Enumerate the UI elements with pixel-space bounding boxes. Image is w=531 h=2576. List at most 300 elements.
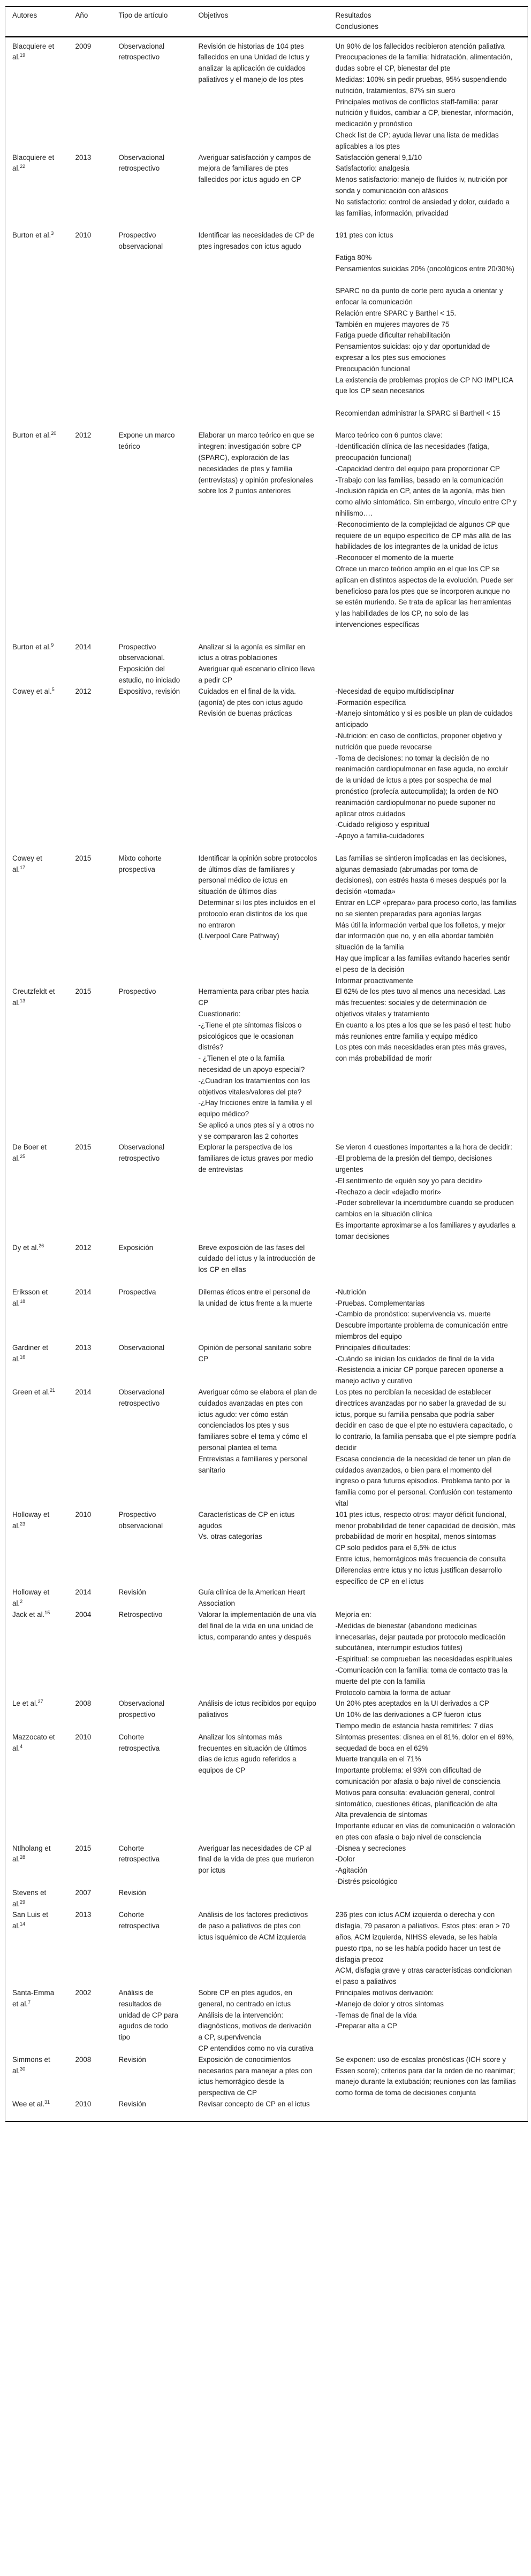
reference-number: 27 [37, 1699, 43, 1705]
objectives-cell [192, 1142, 329, 1242]
article-type-line: Prospectivo observacional [118, 231, 163, 250]
results-line: Recomiendan administrar la SPARC si Barthell < 15 [335, 409, 500, 417]
results-line: Un 20% ptes aceptados en la UI derivados a CP [335, 1699, 489, 1708]
studies-table [5, 6, 528, 2122]
results-line: Importante educar en vías de comunicación o valoración en ptes con afasia o bajo nivel de consciencia [335, 1822, 515, 1841]
results-line: -Apoyo a familia-cuidadores [335, 832, 424, 840]
year-cell [69, 1910, 112, 1988]
results-cell [329, 1243, 528, 1287]
year-cell [69, 36, 112, 152]
author-cell [6, 1843, 69, 1888]
reference-number: 31 [44, 2099, 50, 2105]
results-cell [329, 1988, 528, 2054]
objectives-line: Características de CP en ictus agudos [198, 1510, 295, 1530]
article-type-line: Expositivo, revisión [118, 687, 180, 695]
results-line: -Resistencia a iniciar CP porque parecen oponerse a manejo activo y curativo [335, 1366, 504, 1385]
year: 2007 [75, 1888, 92, 1897]
objectives [199, 2099, 329, 2110]
reference-number: 30 [20, 2066, 26, 2072]
reference-number: 28 [20, 1854, 26, 1860]
objectives-line: Vs. otras categorías [198, 1532, 262, 1541]
table-header [6, 6, 528, 36]
objectives-cell [192, 1287, 329, 1343]
objectives-line: Se aplicó a unos ptes sí y a otros no y se compararon las 2 cohortes [198, 1121, 314, 1140]
objectives-cell [192, 1698, 329, 1731]
results [336, 853, 528, 987]
results-cell [329, 1343, 528, 1387]
results-line: ACM, disfagia grave y otras características condicionan el paso a paliativos [335, 1966, 512, 1986]
author [12, 1387, 69, 1398]
results-line: Satisfacción general 9,1/10 [335, 153, 422, 162]
blank-line [336, 419, 517, 431]
results-line: -El sentimiento de «quién soy yo para decidir» [335, 1176, 483, 1185]
article-type-cell [112, 642, 192, 686]
results [336, 41, 528, 152]
results-line: -Reconocer el momento de la muerte [335, 554, 454, 562]
article-type-line: Mixto cohorte prospectiva [118, 854, 162, 873]
article-type-cell [112, 1609, 192, 1698]
author-cell [6, 2054, 69, 2099]
results-line: Es importante aproximarse a los familiares y ayudarles a tomar decisiones [335, 1221, 515, 1240]
objectives-line: Dilemas éticos entre el personal de la unidad de ictus frente a la muerte [198, 1287, 313, 1307]
results-line: -Distrés psicológico [335, 1877, 398, 1886]
author-name: Simmons et al. [12, 2055, 50, 2075]
year: 2015 [75, 1143, 92, 1152]
article-type-line: Prospectiva [118, 1287, 156, 1296]
author [12, 1509, 69, 1532]
objectives [199, 986, 329, 1142]
article-type-line: Observacional [118, 1343, 165, 1352]
objectives-cell [192, 1910, 329, 1988]
results-line: -Temas de final de la vida [335, 2011, 417, 2019]
results-cell [329, 1509, 528, 1588]
article-type [119, 1843, 192, 1866]
objectives [199, 1609, 329, 1643]
author-cell [6, 1988, 69, 2054]
table-row [6, 36, 528, 152]
results-cell [329, 2054, 528, 2099]
objectives-cell [192, 230, 329, 430]
year: 2013 [75, 1911, 92, 1919]
results-cell [329, 1387, 528, 1509]
reference-number: 5 [51, 686, 55, 692]
objectives-cell [192, 642, 329, 686]
results-cell [329, 642, 528, 686]
results-line: Principales dificultades: [335, 1343, 411, 1352]
table-row [6, 1609, 528, 1698]
results-line: -Manejo de dolor y otros síntomas [335, 1999, 444, 2008]
article-type-cell [112, 1843, 192, 1888]
article-type [119, 152, 192, 175]
table-row [6, 642, 528, 686]
objectives-line: Herramienta para cribar ptes hacia CP [198, 987, 309, 1007]
reference-number: 14 [20, 1921, 26, 1927]
year: 2008 [75, 2055, 92, 2064]
article-type-line: Revisión [118, 1588, 146, 1597]
table-row [6, 1888, 528, 1910]
results-line: Tiempo medio de estancia hasta remitirles: 7 días [335, 1721, 494, 1730]
author-name: Stevens et al. [12, 1888, 47, 1908]
objectives-line: Analizar los síntomas más frecuentes en situación de últimos días de ictus agudo referidos a equipos de CP [198, 1732, 307, 1775]
year: 2015 [75, 854, 92, 862]
table-row [6, 686, 528, 853]
table-row [6, 152, 528, 231]
article-type-cell [112, 36, 192, 152]
results-line: Entre ictus, hemorrágicos más frecuencia de consulta [335, 1554, 506, 1563]
article-type-line: Observacional retrospectivo [118, 1388, 165, 1407]
author-name: Cowey et al. [12, 854, 42, 873]
objectives [199, 1732, 329, 1776]
objectives [199, 1343, 329, 1365]
reference-number: 29 [20, 1899, 26, 1905]
year-cell [69, 1888, 112, 1910]
author-cell [6, 1609, 69, 1698]
author-name: De Boer et al. [12, 1143, 47, 1163]
results-line: -Manejo sintomático y si es posible un plan de cuidados anticipado [335, 709, 513, 729]
results [336, 230, 528, 430]
results-cell [329, 1910, 528, 1988]
results-line: Relación entre SPARC y Barthel < 15. [335, 309, 457, 317]
year-cell [69, 1988, 112, 2054]
article-type [119, 642, 192, 686]
results-line: -Reconocimiento de la complejidad de algunos CP que requiere de un equipo específico de CP más allá de las habilidades de los integrantes de la unidad de ictus [335, 520, 511, 551]
table-row [6, 1988, 528, 2054]
objectives-line: Revisar concepto de CP en el ictus [198, 2100, 310, 2109]
author [12, 1843, 69, 1866]
year: 2014 [75, 1287, 92, 1296]
results-line: Preocupación funcional [335, 364, 410, 373]
year-cell [69, 1587, 112, 1609]
year-cell [69, 1609, 112, 1698]
article-type-line: Observacional retrospectivo [118, 153, 165, 173]
article-type-cell [112, 1910, 192, 1988]
table-row [6, 1287, 528, 1343]
results-line: 236 ptes con ictus ACM izquierda o derecha y con disfagia, 79 pasaron a paliativos. Estos ptes: eran > 70 años, ACM izquierda, NIHSS elevada, se les había puesto rtpa, no se les había podido hacer un test de disfagia precoz [335, 1911, 510, 1964]
results-line: -Trabajo con las familias, basado en la comunicación [335, 476, 504, 484]
results-cell [329, 1587, 528, 1609]
author-cell [6, 686, 69, 853]
results-cell [329, 853, 528, 987]
article-type-line: Revisión [118, 1888, 146, 1897]
table-row [6, 2054, 528, 2099]
author-cell [6, 1587, 69, 1609]
results-cell [329, 36, 528, 152]
article-type-cell [112, 1988, 192, 2054]
objectives-line: Identificar las necesidades de CP de ptes ingresados con ictus agudo [198, 231, 315, 250]
objectives-cell [192, 430, 329, 641]
table-row [6, 430, 528, 641]
results-line: -Rechazo a decir «dejadlo morir» [335, 1187, 441, 1196]
objectives-line: Revisión de historias de 104 ptes fallecidos en una Unidad de Ictus y analizar la aplicación de cuidados paliativos y el manejo de los ptes [198, 42, 310, 83]
article-type-cell [112, 1698, 192, 1731]
article-type-line: Observacional prospectivo [118, 1699, 165, 1719]
results-cell [329, 152, 528, 231]
results-line: Check list de CP: ayuda llevar una lista de medidas aplicables a los ptes [335, 131, 499, 150]
article-type-cell [112, 986, 192, 1142]
results-line: -Cuándo se inician los cuidados de final de la vida [335, 1354, 495, 1363]
article-type [119, 1243, 192, 1254]
year: 2010 [75, 231, 92, 240]
results-line: Menos satisfactorio: manejo de fluidos iv, nutrición por sonda y comunicación con afásicos [335, 175, 507, 195]
results [336, 1343, 528, 1387]
objectives [199, 642, 329, 686]
results-line: 191 ptes con ictus [335, 231, 393, 240]
results [336, 986, 528, 1064]
objectives-line: Cuidados en el final de la vida. (agonía) de ptes con ictus agudo [198, 687, 303, 707]
objectives-line: Analizar si la agonía es similar en ictus a otras poblaciones [198, 642, 305, 662]
results-line: El 62% de los ptes tuvo al menos una necesidad. Las más frecuentes: sociales y de determinación de objetivos vitales y tratamiento [335, 987, 506, 1018]
results-line: -Dolor [335, 1855, 355, 1864]
studies-table-container [5, 0, 527, 2128]
objectives-cell [192, 1509, 329, 1588]
year: 2015 [75, 987, 92, 996]
reference-number: 23 [20, 1521, 26, 1527]
year: 2013 [75, 1343, 92, 1352]
results-line: Más útil la información verbal que los folletos, y mejor dar información que no, y en ella abordar también situación de la familia [335, 921, 506, 952]
results-line: Preocupaciones de la familia: hidratación, alimentación, dudas sobre el CP, bienestar del pte [335, 53, 512, 73]
objectives [199, 1142, 329, 1175]
author [12, 1732, 69, 1754]
results-line: Pensamientos suicidas 20% (oncológicos entre 20/30%) [335, 264, 514, 273]
author-cell [6, 1387, 69, 1509]
article-type [119, 1888, 192, 1899]
results-cell [329, 686, 528, 853]
results-line: Escasa conciencia de la necesidad de tener un plan de cuidados avanzados, o bien para el momento del ingreso o para futuros episodios. Problema tanto por la familia como por el personal. Confusión con testamento vital [335, 1454, 512, 1507]
results-line: Los ptes no percibían la necesidad de establecer directrices avanzadas por no saber la gravedad de su ictus, porque su familia pensaba que podría saber decidir en caso de que el pte no estuviera capacitado, o lo contrario, la familia pensaba que el pte siempre podría decidir [335, 1388, 516, 1452]
results [336, 1142, 528, 1242]
article-type [119, 1988, 192, 2043]
author-name: Gardiner et al. [12, 1343, 48, 1363]
results-line: Hay que implicar a las familias evitando hacerles sentir el peso de la decisión [335, 954, 510, 973]
author-name: Green et al. [12, 1388, 50, 1397]
table-row [6, 1387, 528, 1509]
author-cell [6, 36, 69, 152]
year-cell [69, 1843, 112, 1888]
author-cell [6, 1698, 69, 1731]
results-line: -Espiritual: se comprueban las necesidades espirituales [335, 1655, 512, 1663]
blank-line [336, 842, 517, 853]
results-cell [329, 1287, 528, 1343]
author-name: Cowey et al. [12, 687, 52, 695]
article-type-line: Cohorte retrospectiva [118, 1732, 160, 1752]
year: 2014 [75, 1588, 92, 1597]
results-line: Descubre importante problema de comunicación entre miembros del equipo [335, 1321, 508, 1341]
article-type-cell [112, 1243, 192, 1287]
article-type-cell [112, 1732, 192, 1843]
header-year: Año [75, 11, 88, 19]
article-type-cell [112, 1587, 192, 1609]
author-cell [6, 2099, 69, 2121]
results-line: Principales motivos de conflictos staff-familia: parar nutrición y fluidos, cambiar a CP, bienestar, información, medicación y pronóstico [335, 97, 513, 128]
table-row [6, 986, 528, 1142]
table-body [6, 36, 528, 2121]
author-name: Holloway et al. [12, 1510, 50, 1530]
year-cell [69, 1732, 112, 1843]
article-type [119, 1609, 192, 1621]
objectives-line: Análisis de la intervención: diagnósticos, motivos de derivación a CP, supervivencia [198, 2011, 312, 2042]
article-type-line: Retrospectivo [118, 1610, 163, 1619]
article-type-cell [112, 1509, 192, 1588]
results-line: Principales motivos derivación: [335, 1989, 434, 1997]
results-line: -Disnea y secreciones [335, 1844, 406, 1852]
article-type [119, 1732, 192, 1754]
author-name: Wee et al. [12, 2100, 45, 2109]
results-line: -Inclusión rápida en CP, antes de la agonía, más bien como alivio sintomático. Sin embargo, vínculo entre CP y nihilismo…. [335, 487, 517, 518]
author-cell [6, 1243, 69, 1287]
objectives [199, 686, 329, 719]
results-line: -Agitación [335, 1866, 368, 1875]
author-name: Burton et al. [12, 231, 51, 240]
author-name: Burton et al. [12, 642, 51, 651]
table-row [6, 1243, 528, 1287]
results-line: Importante problema: el 93% con dificultad de comunicación por afasia o bajo nivel de consciencia [335, 1766, 500, 1785]
reference-number: 17 [20, 864, 26, 870]
year: 2010 [75, 1510, 92, 1519]
results [336, 1988, 528, 2032]
results-line: También en mujeres mayores de 75 [335, 320, 450, 328]
objectives [199, 1243, 329, 1287]
header-conclusions: Conclusiones [335, 22, 378, 30]
article-type [119, 230, 192, 252]
objectives-line: Averiguar cómo se elabora el plan de cuidados avanzadas en ptes con ictus agudo: ver cómo están concienciados los ptes y sus familiares sobre el tema y cómo el personal plantea el tema [198, 1388, 317, 1452]
results-line: -Necesidad de equipo multidisciplinar [335, 687, 454, 695]
reference-number: 3 [51, 231, 54, 236]
objectives-cell [192, 1243, 329, 1287]
year-cell [69, 853, 112, 987]
article-type-line: Revisión [118, 2100, 146, 2109]
results-cell [329, 430, 528, 641]
results-line: Informar proactivamente [335, 976, 413, 985]
results-line: -Toma de decisiones: no tomar la decisión de no reanimación cardiopulmonar en fase aguda, no excluir de la unidad de ictus a ptes por sospecha de mal pronóstico (profecía autocumplida); la orden de NO reanimación cardiopulmonar no puede suponer no aplicar otros cuidados [335, 754, 508, 818]
results [336, 1698, 528, 1731]
year: 2013 [75, 153, 92, 162]
objectives-cell [192, 2099, 329, 2121]
author-cell [6, 1732, 69, 1843]
results-cell [329, 1888, 528, 1910]
results [336, 1910, 528, 1988]
author-name: Santa-Emma et al. [12, 1989, 55, 2008]
author-cell [6, 430, 69, 641]
author-cell [6, 1910, 69, 1988]
results [336, 1732, 528, 1843]
year-cell [69, 1698, 112, 1731]
objectives-line: (Liverpool Care Pathway) [198, 932, 279, 940]
reference-number: 25 [20, 1154, 26, 1160]
objectives-cell [192, 686, 329, 853]
results [336, 1843, 528, 1888]
results-line: Satisfactorio: analgesia [335, 164, 409, 173]
author [12, 1587, 69, 1609]
objectives-cell [192, 1343, 329, 1387]
objectives-line: Explorar la perspectiva de los familiares de ictus graves por medio de entrevistas [198, 1143, 313, 1174]
author [12, 1698, 69, 1709]
results-line: Marco teórico con 6 puntos clave: [335, 431, 443, 440]
results-line: Protocolo cambia la forma de actuar [335, 1688, 451, 1697]
results-line: Alta prevalencia de síntomas [335, 1811, 428, 1819]
blank-line [336, 397, 517, 408]
results-line: Entrar en LCP «prepara» para proceso corto, las familias no se sienten preparadas para agonías largas [335, 898, 517, 918]
results-line: -Medidas de bienestar (abandono medicinas innecesarias, dejar pautada por protocolo medicación subcutánea, interrumpir estudios fútiles) [335, 1621, 506, 1652]
objectives-line: Cuestionario: [198, 1009, 241, 1018]
table-row [6, 1343, 528, 1387]
author [12, 1609, 69, 1621]
objectives-line: Averiguar satisfacción y campos de mejora de familiares de ptes fallecidos por ictus agudo en CP [198, 153, 311, 184]
header-article-type: Tipo de artículo [118, 11, 168, 19]
objectives-cell [192, 36, 329, 152]
article-type [119, 686, 192, 697]
article-type-line: Expone un marco teórico [118, 431, 175, 451]
results [336, 152, 528, 231]
year-cell [69, 1243, 112, 1287]
author-cell [6, 1888, 69, 1910]
objectives [199, 1988, 329, 2054]
objectives-cell [192, 1609, 329, 1698]
author-name: Jack et al. [12, 1610, 45, 1619]
article-type [119, 1343, 192, 1354]
table-row [6, 1910, 528, 1988]
author-name: Blacquiere et al. [12, 153, 55, 173]
reference-number: 19 [20, 52, 26, 58]
author [12, 1988, 69, 2010]
objectives-cell [192, 1988, 329, 2054]
article-type-line: Prospectivo [118, 987, 156, 996]
author [12, 1343, 69, 1365]
reference-number: 21 [49, 1387, 55, 1393]
article-type-line: Observacional retrospectivo [118, 1143, 165, 1163]
objectives [199, 1698, 329, 1721]
article-type-cell [112, 853, 192, 987]
results-cell [329, 1142, 528, 1242]
objectives-line: Averiguar qué escenario clínico lleva a pedir CP [198, 665, 315, 685]
objectives-line: Determinar si los ptes incluidos en el protocolo eran distintos de los que no entraron [198, 898, 315, 929]
article-type-line: Exposición [118, 1243, 154, 1252]
objectives-line: Entrevistas a familiares y personal sanitario [198, 1454, 308, 1474]
author [12, 642, 69, 653]
results-line: 101 ptes ictus, respecto otros: mayor déficit funcional, menor probabilidad de tener capacidad de decisión, más probabilidad de morir en hospital, menos síntomas [335, 1510, 515, 1541]
results-cell [329, 1732, 528, 1843]
results-cell [329, 1698, 528, 1731]
objectives [199, 1910, 329, 1943]
article-type-cell [112, 1343, 192, 1387]
objectives [199, 1843, 329, 1876]
article-type-cell [112, 1387, 192, 1509]
article-type-cell [112, 230, 192, 430]
results [336, 1387, 528, 1509]
objectives-cell [192, 1732, 329, 1843]
reference-number: 15 [44, 1609, 50, 1615]
results-line: -Capacidad dentro del equipo para proporcionar CP [335, 464, 500, 473]
table-row [6, 1142, 528, 1242]
article-type [119, 853, 192, 876]
header-authors: Autores [12, 11, 37, 19]
article-type-cell [112, 1888, 192, 1910]
objectives-line: Guía clínica de la American Heart Association [198, 1588, 305, 1608]
author-name: Burton et al. [12, 431, 51, 440]
table-row [6, 230, 528, 430]
author [12, 853, 69, 876]
article-type [119, 1698, 192, 1721]
objectives-line: Análisis de los factores predictivos de paso a paliativos de ptes con ictus isquémico de ACM izquierda [198, 1911, 308, 1942]
results-line: -Poder sobrellevar la incertidumbre cuando se producen cambios en la situación clínica [335, 1199, 514, 1218]
results-line: -Identificación clínica de las necesidades (fatiga, preocupación funcional) [335, 442, 489, 462]
author [12, 1287, 69, 1309]
objectives [199, 1287, 329, 1309]
objectives-line: Análisis de ictus recibidos por equipo paliativos [198, 1699, 316, 1719]
author [12, 1888, 69, 1910]
year-cell [69, 430, 112, 641]
results-line: Muerte tranquila en el 71% [335, 1755, 421, 1764]
reference-number: 7 [28, 1999, 31, 2005]
